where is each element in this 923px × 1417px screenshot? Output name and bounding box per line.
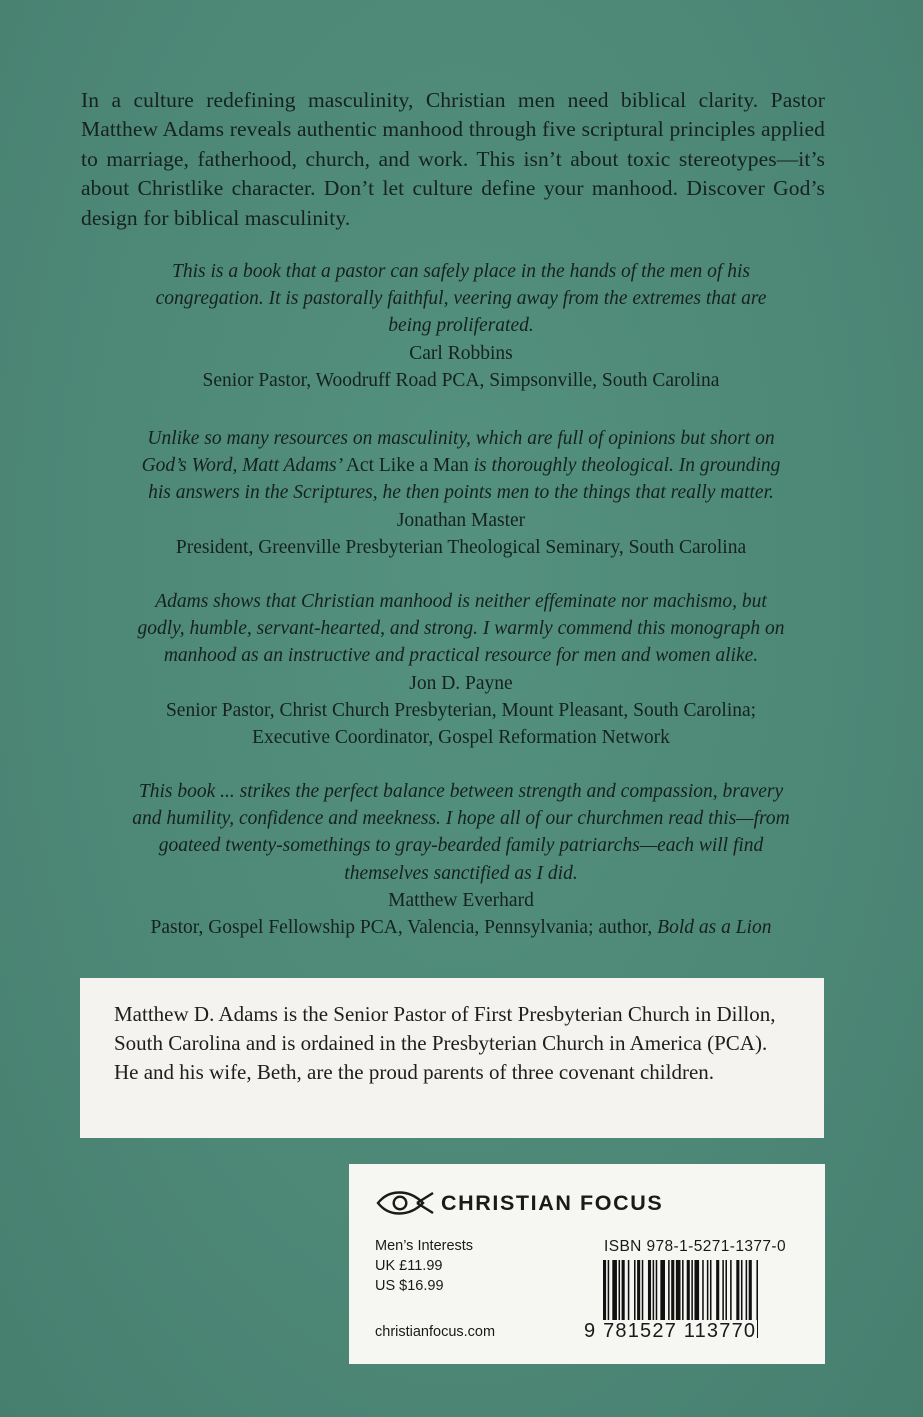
barcode-bar	[687, 1260, 690, 1326]
barcode-bar	[725, 1260, 727, 1326]
author-bio: Matthew D. Adams is the Senior Pastor of First Presbyterian Church in Dillon, South Carolina and is ordained in the Presbyterian Church in America (PCA). He and his wife, Beth, are the proud parents of three covenant children.	[114, 1002, 776, 1085]
barcode-bar	[642, 1260, 644, 1326]
barcode-bar	[653, 1260, 655, 1326]
endorsement	[72, 258, 850, 394]
endorsement-quote	[72, 258, 850, 340]
quote-line: themselves sanctified as I did.	[344, 862, 578, 884]
endorser-role	[72, 914, 850, 941]
back-cover-blurb: In a culture redefining masculinity, Christian men need biblical clarity. Pastor Matthew Adams reveals authentic manhood through five scriptural principles applied to marriage, fatherhood, church, and work. This isn’t about toxic stereotypes—it’s about Christlike character. Don’t let culture define your manhood. Discover God’s design for biblical masculinity.	[81, 88, 825, 230]
barcode-bar	[707, 1260, 709, 1326]
endorser-name: Jon D. Payne	[409, 672, 513, 694]
quote-line: and humility, confidence and meekness. I hope all of our churchmen read this—from	[132, 808, 790, 830]
endorser-role: Senior Pastor, Christ Church Presbyterian, Mount Pleasant, South Carolina;	[165, 699, 757, 721]
author-bio-panel	[80, 978, 824, 1138]
book-meta	[375, 1236, 473, 1296]
barcode-bar	[671, 1260, 674, 1326]
quote-line: This is a book that a pastor can safely place in the hands of the men of his	[172, 261, 750, 282]
quote-fragment: God’s Word, Matt Adams’	[141, 455, 346, 477]
barcode-bar	[722, 1260, 724, 1326]
price-us: US $16.99	[375, 1278, 444, 1294]
endorser-book-title: Bold as a Lion	[657, 917, 772, 939]
barcode-bar	[660, 1260, 665, 1326]
barcode-digits	[583, 1320, 805, 1343]
barcode-bar	[612, 1260, 617, 1326]
quote-line	[72, 452, 850, 479]
book-title: Act Like a Man	[345, 455, 469, 477]
quote-line: Adams shows that Christian manhood is neither effeminate nor machismo, but	[155, 591, 767, 612]
fish-icon	[375, 1190, 435, 1216]
barcode-bar	[736, 1260, 739, 1326]
endorsement	[72, 425, 850, 561]
barcode-bar	[710, 1260, 712, 1326]
publisher-name: CHRISTIAN FOCUS	[441, 1190, 664, 1215]
publisher-website: christianfocus.com	[375, 1324, 496, 1340]
endorser-name: Matthew Everhard	[388, 889, 534, 911]
barcode-bar	[628, 1260, 630, 1326]
barcode-bar	[619, 1260, 621, 1326]
endorsement-quote	[72, 778, 850, 887]
isbn-label: ISBN 978-1-5271-1377-0	[604, 1238, 786, 1255]
endorsement	[72, 588, 850, 751]
imprint-panel	[349, 1164, 825, 1364]
quote-line: congregation. It is pastorally faithful, veering away from the extremes that are	[155, 288, 767, 310]
endorser-role: Executive Coordinator, Gospel Reformation Network	[252, 727, 670, 749]
barcode-bar	[622, 1260, 625, 1326]
barcode-bar	[702, 1260, 704, 1326]
barcode-bar	[691, 1260, 693, 1326]
endorser-role: President, Greenville Presbyterian Theological Seminary, South Carolina	[175, 536, 747, 558]
barcode-bar	[730, 1260, 732, 1326]
barcode-bar	[634, 1260, 636, 1326]
quote-line: This book ... strikes the perfect balance between strength and compassion, bravery	[138, 781, 784, 802]
endorser-name: Carl Robbins	[409, 342, 513, 364]
quote-line: his answers in the Scriptures, he then points men to the things that really matter.	[148, 482, 774, 504]
quote-line: godly, humble, servant-hearted, and strong. I warmly commend this monograph on	[137, 618, 785, 640]
barcode-bar	[694, 1260, 699, 1326]
barcode-bar	[749, 1260, 752, 1326]
quote-fragment: is thoroughly theological. In grounding	[468, 455, 781, 477]
endorser-role: Senior Pastor, Woodruff Road PCA, Simpsonville, South Carolina	[202, 369, 720, 391]
role-text: Pastor, Gospel Fellowship PCA, Valencia, Pennsylvania; author,	[150, 917, 658, 939]
barcode-bar	[648, 1260, 651, 1326]
publisher-logo	[375, 1190, 663, 1216]
barcode-bar	[656, 1260, 658, 1326]
endorser-name: Jonathan Master	[396, 509, 526, 531]
barcode-bar	[668, 1260, 670, 1326]
barcode-bar	[716, 1260, 719, 1326]
quote-line: manhood as an instructive and practical resource for men and women alike.	[163, 645, 759, 667]
quote-line: goateed twenty-somethings to gray-bearded family patriarchs—each will find	[158, 835, 764, 857]
endorsement-quote	[72, 425, 850, 507]
barcode-bar	[746, 1260, 748, 1326]
quote-line: being proliferated.	[388, 315, 534, 337]
endorsement	[72, 778, 850, 941]
quote-line: Unlike so many resources on masculinity, which are full of opinions but short on	[147, 428, 775, 449]
price-uk: UK £11.99	[375, 1258, 443, 1274]
barcode-bar	[741, 1260, 743, 1326]
endorsement-quote	[72, 588, 850, 670]
category-label: Men’s Interests	[375, 1238, 474, 1254]
barcode-bar	[637, 1260, 640, 1326]
barcode-number: 9 781527 113770	[584, 1320, 757, 1342]
